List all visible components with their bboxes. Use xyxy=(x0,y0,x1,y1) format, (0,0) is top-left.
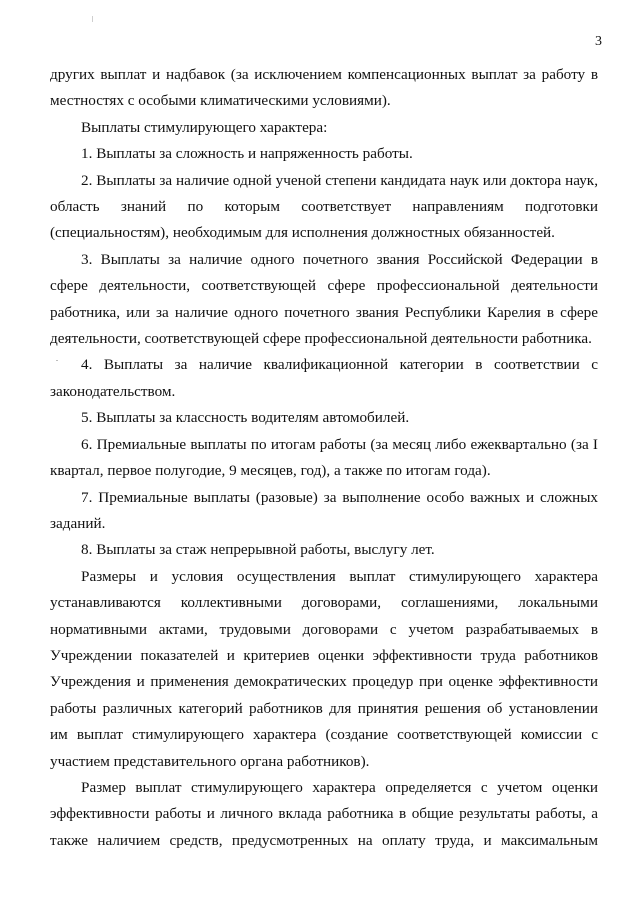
paragraph-sizes-conditions: Размеры и условия осуществления выплат стимулирующего характера устанавливаются коллективными договорами, соглашениями, локальными нормативными актами, трудовыми договорами с учетом разрабатываемых в Учреждении показателей и критериев оценки эффективности труда работников Учреждения и применения демократических процедур при оценке эффективности работы различных категорий работников для принятия решения об установлении им выплат стимулирующего характера (создание соответствующей комиссии с участием представительного органа работников). xyxy=(50,567,598,770)
list-item-5: 5. Выплаты за классность водителям автомобилей. xyxy=(81,409,410,427)
list-item-3: 3. Выплаты за наличие одного почетного звания Российской Федерации в сфере деятельности, соответствующей сфере профессиональной деятельности работника, или за наличие одного почетного звания Республики Карелия в сфере деятельности, соответствующей сфере профессиональной деятельности работника. xyxy=(50,250,598,348)
list-item-2: 2. Выплаты за наличие одной ученой степени кандидата наук или доктора наук, область знаний по которым соответствует направлениям подготовки (специальностям), необходимым для исполнения должностных обязанностей. xyxy=(50,171,598,242)
paragraph-continuation: других выплат и надбавок (за исключением компенсационных выплат за работу в местностях с особыми климатическими условиями). xyxy=(50,66,598,110)
scan-artifact xyxy=(92,16,93,22)
list-item-7: 7. Премиальные выплаты (разовые) за выполнение особо важных и сложных заданий. xyxy=(50,488,598,532)
paragraph-size-determination: Размер выплат стимулирующего характера определяется с учетом оценки эффективности работы и личного вклада работника в общие результаты работы, а также наличием средств, предусмотренных на оплату труда, и максимальным xyxy=(50,778,598,849)
list-item-1: 1. Выплаты за сложность и напряженность работы. xyxy=(81,145,413,163)
paragraph-stimulating-header: Выплаты стимулирующего характера: xyxy=(81,118,328,136)
list-item-6: 6. Премиальные выплаты по итогам работы (за месяц либо ежеквартально (за I квартал, первое полугодие, 9 месяцев, год), а также по итогам года). xyxy=(50,435,598,480)
list-item-4: 4. Выплаты за наличие квалификационной категории в соответствии с законодательством. xyxy=(50,356,598,400)
document-body xyxy=(50,62,598,854)
page-number: 3 xyxy=(595,34,602,49)
list-item-8: 8. Выплаты за стаж непрерывной работы, выслугу лет. xyxy=(81,541,435,559)
